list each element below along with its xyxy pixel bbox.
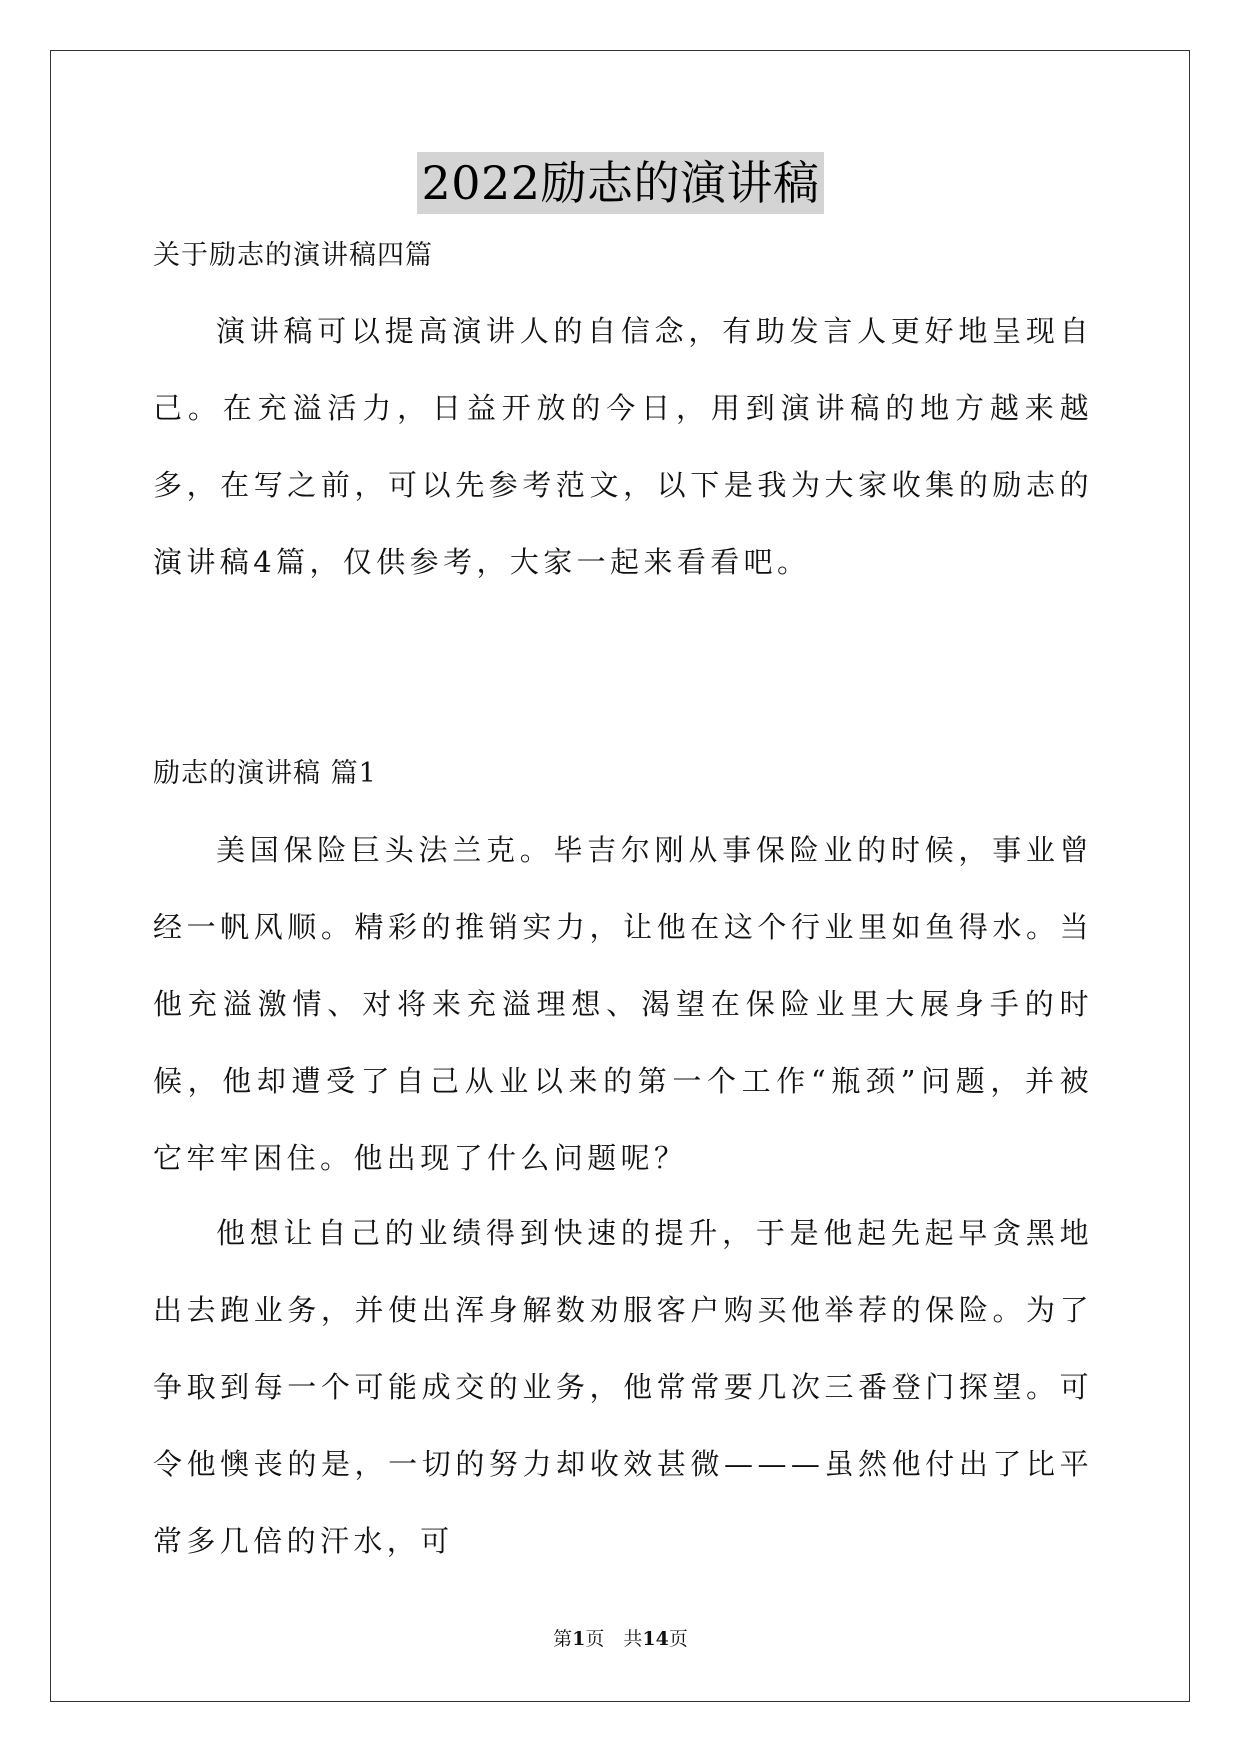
footer-page-number: 1 [572, 1628, 586, 1650]
body-paragraph-2: 他想让自己的业绩得到快速的提升，于是他起先起早贪黑地出去跑业务，并使出浑身解数劝服客户购买他举荐的保险。为了争取到每一个可能成交的业务，他常常要几次三番登门探望。可令他懊丧的是，一切的努力却收效甚微———虽然他付出了比平常多几倍的汗水，可 [153, 1216, 1093, 1558]
footer-suffix: 页 [668, 1628, 688, 1650]
footer-prefix: 第 [553, 1628, 573, 1650]
title-container [0, 152, 1241, 214]
body-paragraph-1: 美国保险巨头法兰克。毕吉尔刚从事保险业的时候，事业曾经一帆风顺。精彩的推销实力，让他在这个行业里如鱼得水。当他充溢激情、对将来充溢理想、渴望在保险业里大展身手的时候，他却遭受了自己从业以来的第一个工作“瓶颈”问题，并被它牢牢困住。他出现了什么问题呢？ [153, 833, 1093, 1175]
document-title: 2022励志的演讲稿 [417, 152, 823, 214]
section-heading: 励志的演讲稿 篇1 [153, 758, 377, 789]
footer-total-pages: 14 [642, 1628, 669, 1650]
intro-paragraph: 演讲稿可以提高演讲人的自信念，有助发言人更好地呈现自己。在充溢活力，日益开放的今日，用到演讲稿的地方越来越多，在写之前，可以先参考范文，以下是我为大家收集的励志的演讲稿4篇，仅供参考，大家一起来看看吧。 [153, 314, 1093, 579]
document-subtitle: 关于励志的演讲稿四篇 [153, 240, 433, 271]
footer-mid: 页 共 [585, 1628, 643, 1650]
page-footer [0, 1626, 1241, 1652]
